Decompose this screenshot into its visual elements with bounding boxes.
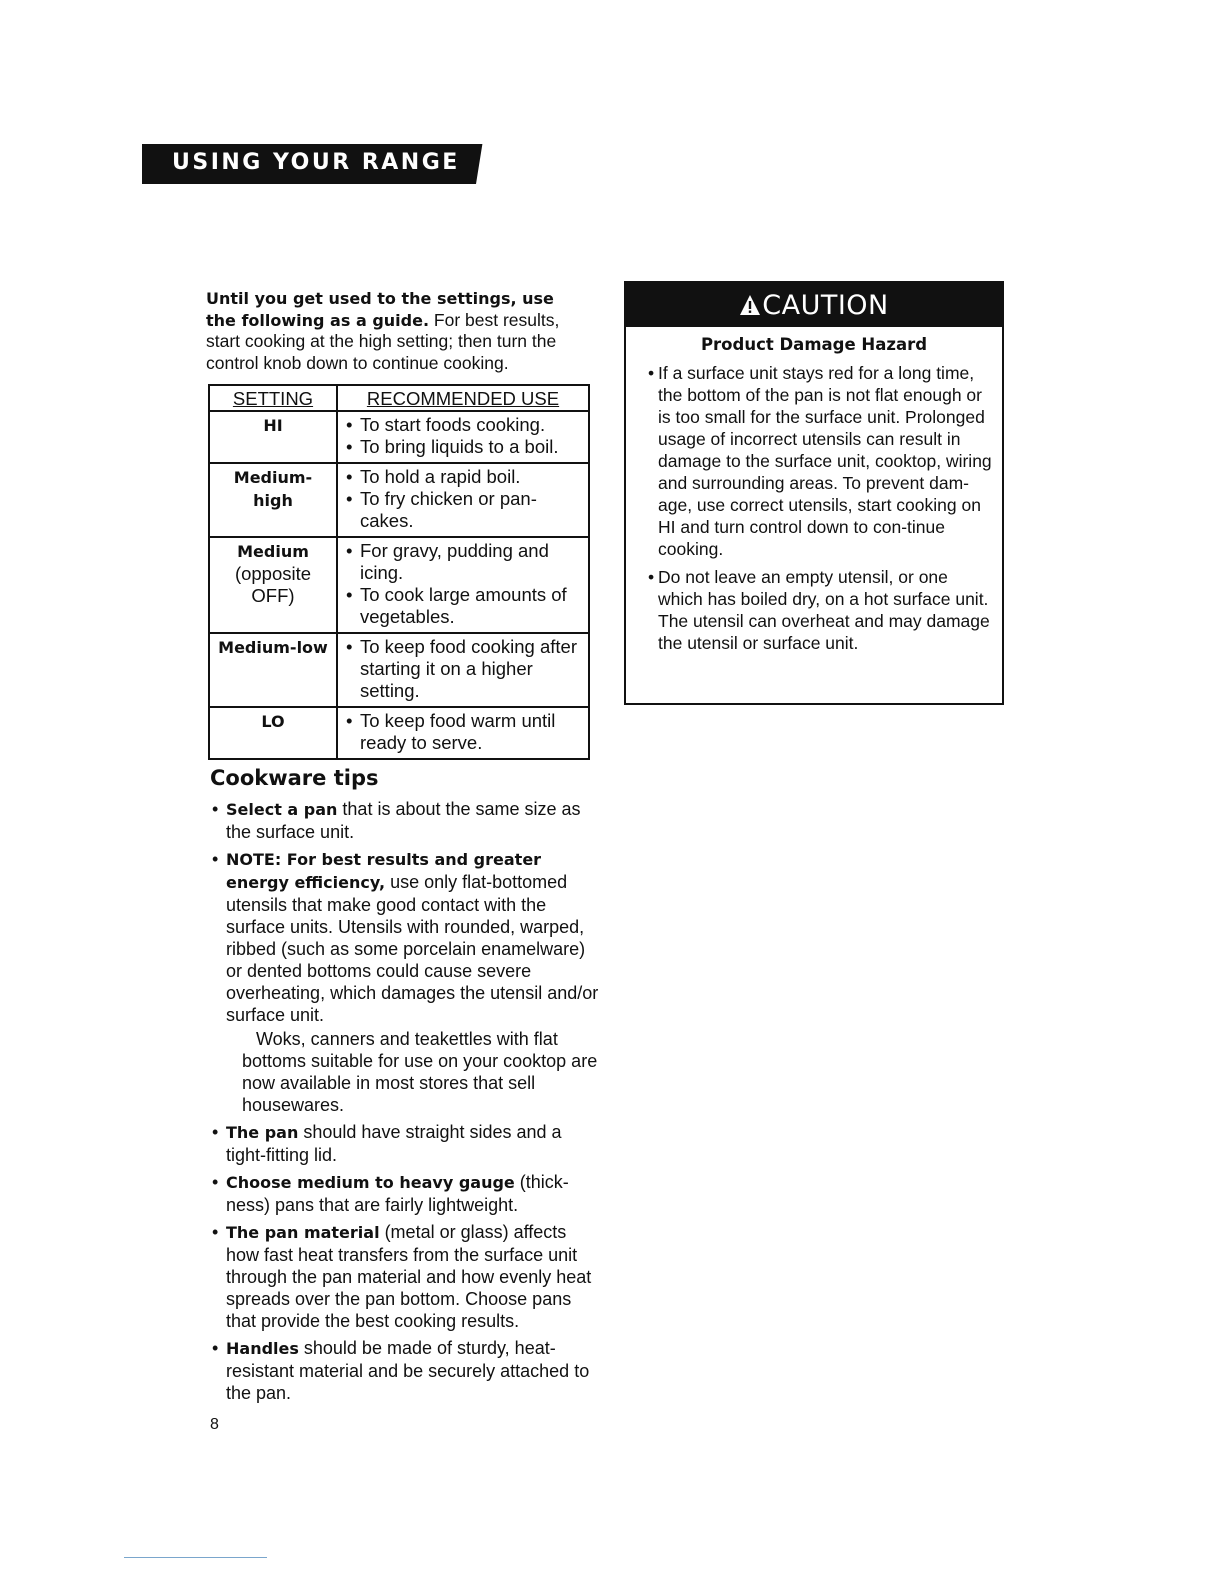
caution-header bbox=[626, 283, 1002, 327]
list-item: • Select a pan that is about the same size as the surface unit. bbox=[210, 798, 602, 843]
list-item: • Handles should be made of sturdy, heat-resistant material and be securely attached to the pan. bbox=[210, 1337, 602, 1404]
use-item: • For gravy, pudding and icing. bbox=[342, 540, 584, 584]
table-row bbox=[209, 411, 589, 463]
setting-name: Medium bbox=[237, 542, 309, 561]
setting-cell bbox=[209, 633, 337, 707]
intro-paragraph bbox=[206, 288, 586, 374]
setting-column-header: SETTING bbox=[209, 385, 337, 411]
list-item: • Choose medium to heavy gauge (thick-ness) pans that are fairly lightweight. bbox=[210, 1171, 602, 1216]
settings-table-header-row bbox=[209, 385, 589, 411]
list-item: • If a surface unit stays red for a long time, the bottom of the pan is not flat enough or is too small for the surface unit. Prolonged usage of incorrect utensils can result in damage to the surface unit, cooktop, wiring and surrounding areas. To prevent dam-age, use correct utensils, start cooking on HI and turn control down to con-tinue cooking. bbox=[648, 362, 994, 560]
intro-bold-text: Until you get used to the settings, use the following as a guide. bbox=[206, 289, 554, 330]
table-row bbox=[209, 537, 589, 633]
table-row bbox=[209, 633, 589, 707]
caution-list bbox=[648, 362, 994, 654]
setting-note: (opposite OFF) bbox=[234, 563, 312, 606]
setting-name: HI bbox=[263, 416, 283, 435]
footer-rule bbox=[124, 1557, 267, 1558]
cookware-tips-list bbox=[210, 798, 602, 1409]
section-header-label: USING YOUR RANGE bbox=[172, 150, 460, 175]
setting-cell bbox=[209, 463, 337, 537]
list-item: • NOTE: For best results and greater energy efficiency, use only flat-bottomed utensils that make good contact with the surface units. Utensils with rounded, warped, ribbed (such as some porcelain enamelware) or dented bottoms could cause severe overheating, which damages the utensil and/or surface unit. Woks, canners and teakettles with flat bottoms suitable for use on your cooktop are now available in most stores that sell housewares. bbox=[210, 848, 602, 1116]
setting-cell bbox=[209, 707, 337, 759]
use-cell bbox=[337, 537, 589, 633]
list-item: • The pan material (metal or glass) affects how fast heat transfers from the surface unit through the pan material and how evenly heat spreads over the pan bottom. Choose pans that provide the best cooking results. bbox=[210, 1221, 602, 1332]
setting-name: LO bbox=[261, 712, 285, 731]
use-item: • To keep food cooking after starting it on a higher setting. bbox=[342, 636, 584, 702]
use-cell bbox=[337, 463, 589, 537]
intro-text: For best results, start cooking at the high setting; then turn the control knob down to continue cooking. bbox=[206, 309, 560, 373]
setting-name: Medium-low bbox=[218, 638, 328, 657]
use-item: • To cook large amounts of vegetables. bbox=[342, 584, 584, 628]
setting-name: Medium-high bbox=[233, 468, 313, 510]
list-item: • Do not leave an empty utensil, or one which has boiled dry, on a hot surface unit. The utensil can overheat and may damage the utensil or surface unit. bbox=[648, 566, 994, 654]
setting-cell bbox=[209, 537, 337, 633]
use-item: • To keep food warm until ready to serve. bbox=[342, 710, 584, 754]
use-cell bbox=[337, 707, 589, 759]
table-row bbox=[209, 707, 589, 759]
use-item: • To start foods cooking. bbox=[342, 414, 584, 436]
recommended-use-column-header: RECOMMENDED USE bbox=[337, 385, 589, 411]
use-item: • To fry chicken or pan-cakes. bbox=[342, 488, 584, 532]
setting-cell bbox=[209, 411, 337, 463]
use-item: • To hold a rapid boil. bbox=[342, 466, 584, 488]
list-item: • The pan should have straight sides and a tight-fitting lid. bbox=[210, 1121, 602, 1166]
caution-title: Product Damage Hazard bbox=[700, 335, 928, 354]
caution-box bbox=[624, 281, 1004, 705]
use-cell bbox=[337, 633, 589, 707]
warning-triangle-icon bbox=[739, 294, 761, 316]
settings-table bbox=[208, 384, 590, 760]
use-item: • To bring liquids to a boil. bbox=[342, 436, 584, 458]
page-number: 8 bbox=[210, 1416, 219, 1433]
cookware-tips-title: Cookware tips bbox=[210, 766, 379, 790]
caution-label: CAUTION bbox=[762, 289, 889, 321]
cookware-note-paragraph: Woks, canners and teakettles with flat bottoms suitable for use on your cooktop are now available in most stores that sell housewares. bbox=[242, 1029, 598, 1115]
table-row bbox=[209, 463, 589, 537]
use-cell bbox=[337, 411, 589, 463]
